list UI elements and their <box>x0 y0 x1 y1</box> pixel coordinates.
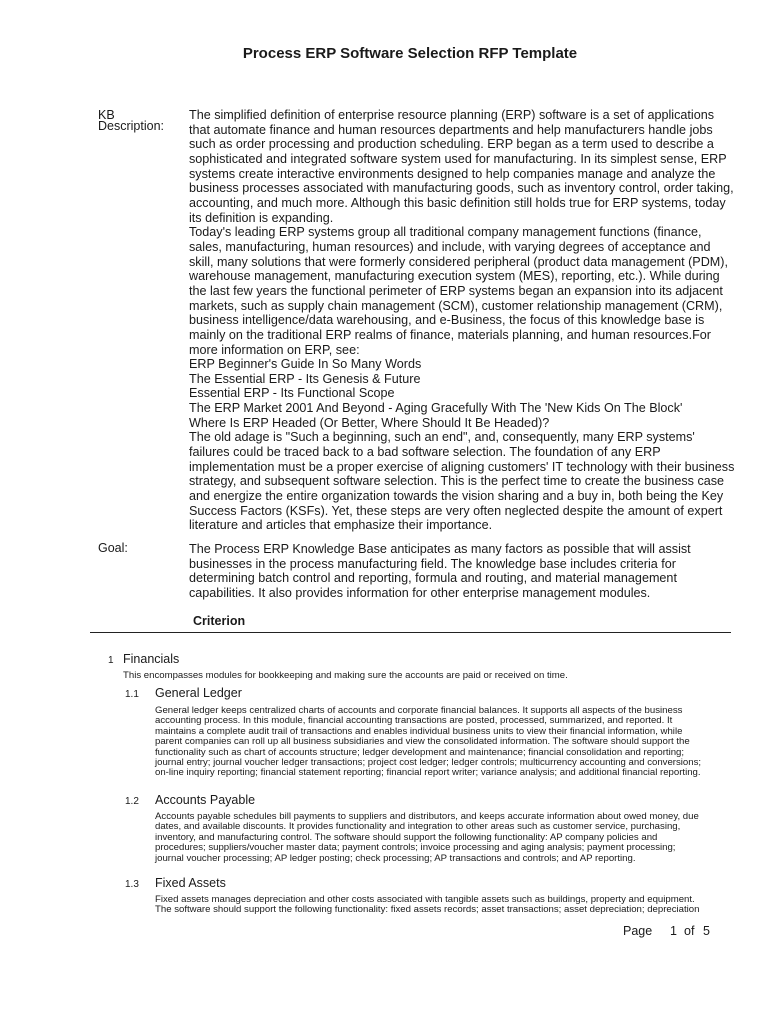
page-number: 1 <box>670 924 677 938</box>
text-line: markets, such as supply chain management (SCM), customer relationship management (CRM), <box>189 298 723 313</box>
divider <box>90 632 731 633</box>
text-line: journal voucher processing; AP ledger posting; check processing; AP transactions and controls; and AP reporting. <box>155 852 636 864</box>
text-line: ERP Beginner's Guide In So Many Words <box>189 357 422 372</box>
fixed-assets-text <box>155 895 699 916</box>
general-ledger-text <box>155 706 701 779</box>
text-line: Today's leading ERP systems group all traditional company management functions (finance, <box>189 225 702 240</box>
subsection-title-general-ledger: General Ledger <box>155 686 242 700</box>
text-line: capabilities. It also provides information for other enterprise management modules. <box>189 585 651 600</box>
text-line: businesses in the process manufacturing field. The knowledge base includes criteria for <box>189 556 676 571</box>
kb-label-line1: KB <box>98 108 115 122</box>
text-line: business processes associated with manufacturing goods, such as inventory control, order taking, <box>189 181 734 196</box>
section-description: This encompasses modules for bookkeeping and making sure the accounts are paid or received on time. <box>123 670 568 681</box>
text-line: warehouse management, manufacturing execution system (MES), reporting, etc.). While during <box>189 269 720 284</box>
text-line: such as order processing and production scheduling. ERP began as a term used to describe a <box>189 137 714 152</box>
text-line: The simplified definition of enterprise resource planning (ERP) software is a set of applications <box>189 108 715 122</box>
text-line: accounting, and much more. Although this basic definition still holds true for ERP systems, today <box>189 195 726 210</box>
accounts-payable-text <box>155 812 699 864</box>
text-line: its definition is expanding. <box>189 210 334 225</box>
of-word: of <box>684 924 695 938</box>
text-line: failures could be traced back to a bad software selection. The foundation of any ERP <box>189 445 661 460</box>
text-line: mainly on the traditional ERP realms of finance, materials planning, and human resources.For <box>189 327 711 342</box>
text-line: Fixed assets manages depreciation and other costs associated with tangible assets such as buildings, property and equipment. <box>155 894 695 905</box>
page-title: Process ERP Software Selection RFP Template <box>242 45 578 62</box>
text-line: maintains a complete audit trail of transactions and enables individual business units to view their financial information, while <box>155 725 683 737</box>
text-line: sophisticated and integrated software system used for manufacturing. In its simplest sense, ERP <box>189 151 727 166</box>
text-line: The ERP Market 2001 And Beyond - Aging Gracefully With The 'New Kids On The Block' <box>189 401 683 416</box>
text-line: strategy, and subsequent software selection. This is the perfect time to create the business case <box>189 474 725 489</box>
text-line: parent companies can roll up all business subsidiaries and view the consolidated information. The software should support the <box>155 736 690 748</box>
page-word: Page <box>623 924 653 938</box>
text-line: implementation must be a proper exercise of aligning customers' IT technology with their business <box>189 459 735 474</box>
text-line: that automate finance and human resources departments and help manufacturers handle jobs <box>189 122 713 137</box>
text-line: Success Factors (KSFs). Yet, these steps are very often neglected despite the amount of expert <box>189 503 723 518</box>
total-pages: 5 <box>703 924 710 938</box>
text-line: the last few years the functional perimeter of ERP systems began an expansion into its adjacent <box>189 283 723 298</box>
kb-label <box>98 110 164 132</box>
text-line: business intelligence/data warehousing, and e-Business, the focus of this knowledge base is <box>189 313 705 328</box>
text-line: journal entry; journal voucher ledger transactions; project cost ledger; ledger controls; multicurrency accounting and conversions; <box>155 757 702 769</box>
text-line: Essential ERP - Its Functional Scope <box>189 386 395 401</box>
subsection-number: 1.3 <box>125 879 139 890</box>
subsection-number: 1.1 <box>125 689 139 700</box>
section-title-financials: Financials <box>123 652 180 666</box>
text-line: determining batch control and reporting, formula and routing, and material management <box>189 571 677 586</box>
text-line: General ledger keeps centralized charts of accounts and corporate financial balances. It supports all aspects of the business <box>155 705 683 716</box>
goal-description <box>189 542 739 601</box>
text-line: The Essential ERP - Its Genesis & Future <box>189 371 421 386</box>
text-line: systems create interactive environments designed to help companies manage and analyze the <box>189 166 716 181</box>
kb-label-line2: Description: <box>98 119 164 133</box>
text-line: functionality such as chart of accounts structure; ledger development and maintenance; financial consolidation and reporting; <box>155 746 685 758</box>
section-number: 1 <box>108 655 114 666</box>
subsection-title-fixed-assets: Fixed Assets <box>155 876 226 890</box>
text-line: inventory, and manufacturing control. The software should support the following functionality: AP company policies and <box>155 831 658 843</box>
text-line: The Process ERP Knowledge Base anticipates as many factors as possible that will assist <box>189 542 691 556</box>
text-line: accounting process. In this module, financial accounting transactions are posted, processed, summarized, and reported. It <box>155 715 673 727</box>
text-line: dates, and available discounts. It provides functionality and integration to other areas such as customer service, purchasing, <box>155 821 681 833</box>
text-line: on-line inquiry reporting; financial statement reporting; financial report writer; variance analysis; and additional financial reporting. <box>155 767 701 779</box>
text-line: The old adage is "Such a beginning, such an end", and, consequently, many ERP systems' <box>189 430 695 445</box>
text-line: Where Is ERP Headed (Or Better, Where Should It Be Headed)? <box>189 415 550 430</box>
text-line: and energize the entire organization towards the vision sharing and a buy in, both being the Key <box>189 489 724 504</box>
text-line: sales, manufacturing, human resources) and include, with varying degrees of acceptance and <box>189 239 711 254</box>
text-line: more information on ERP, see: <box>189 342 360 357</box>
criterion-heading: Criterion <box>193 614 246 628</box>
goal-label: Goal: <box>98 541 128 555</box>
text-line: The software should support the following functionality: fixed assets records; asset transactions; asset depreciation; depreciation <box>155 904 700 916</box>
kb-description <box>189 108 739 533</box>
text-line: Accounts payable schedules bill payments to suppliers and distributors, and keeps accurate information about owed money, due <box>155 811 699 822</box>
subsection-number: 1.2 <box>125 796 139 807</box>
text-line: procedures; suppliers/voucher master data; payment controls; invoice processing and aging analysis; payment processing; <box>155 842 676 854</box>
subsection-title-accounts-payable: Accounts Payable <box>155 793 256 807</box>
text-line: literature and articles that emphasize their importance. <box>189 518 493 533</box>
text-line: skill, many solutions that were formerly considered peripheral (product data management (PDM), <box>189 254 728 269</box>
